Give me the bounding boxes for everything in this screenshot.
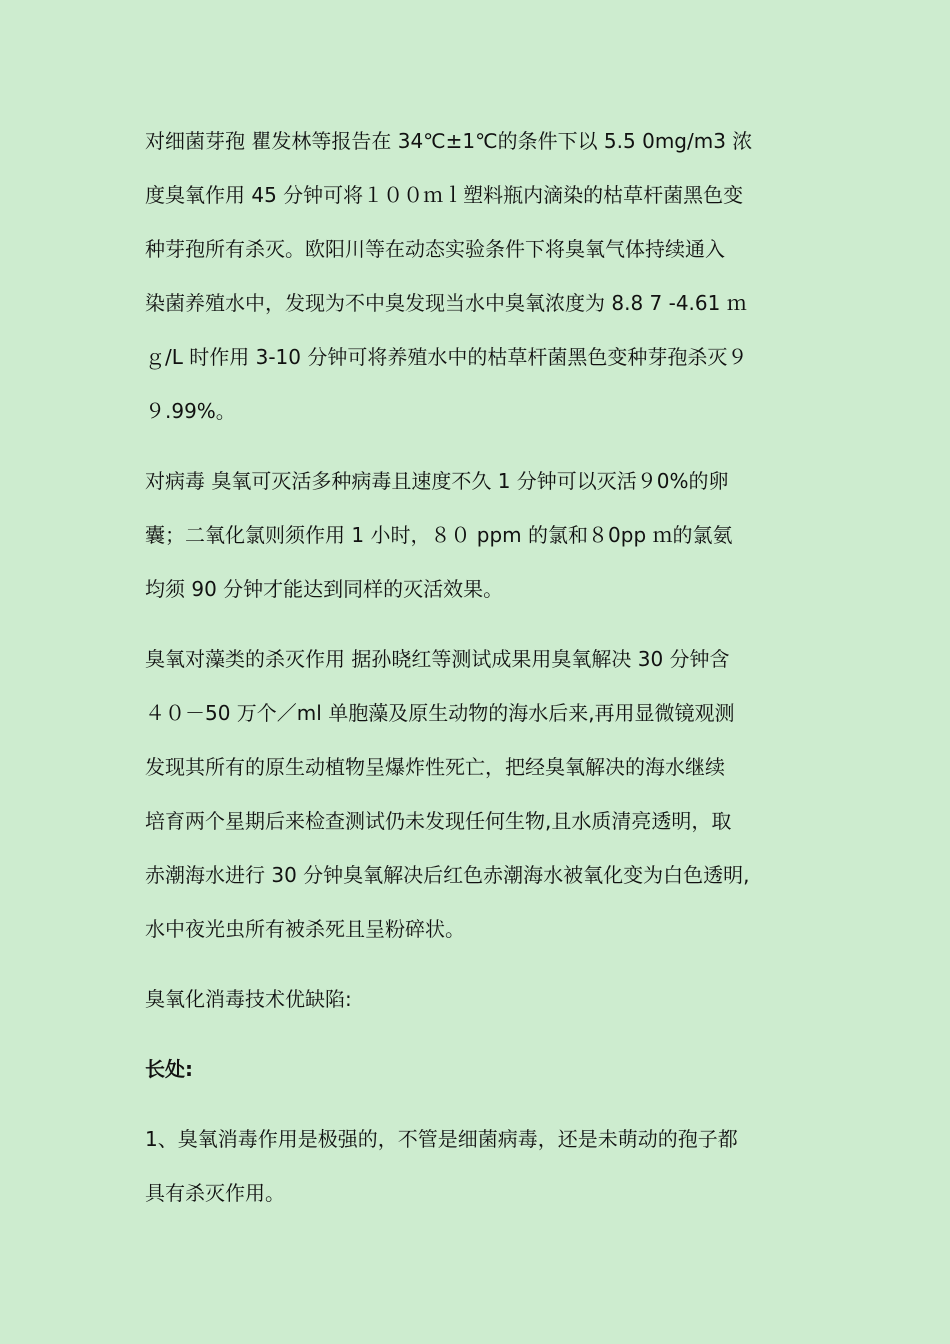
paragraph-viruses — [145, 454, 815, 616]
text-line: ９.99%。 — [145, 399, 236, 423]
text-line: 培育两个星期后来检查测试仍未发现任何生物,且水质清亮透明，取 — [145, 809, 732, 833]
text-line: 均须 90 分钟才能达到同样的灭活效果。 — [145, 577, 504, 601]
section-heading-advantages — [145, 1042, 815, 1096]
paragraph-advantage-1 — [145, 1112, 815, 1220]
text-line: ４０－50 万个／ml 单胞藻及原生动物的海水后来,再用显微镜观测 — [145, 701, 735, 725]
paragraph-pros-cons-title — [145, 972, 815, 1026]
text-line: 囊；二氧化氯则须作用 1 小时，８０ ppm 的氯和８0pp ｍ的氯氨 — [145, 523, 733, 547]
paragraph-algae — [145, 632, 815, 956]
text-line: 具有杀灭作用。 — [145, 1181, 285, 1205]
text-line: 臭氧对藻类的杀灭作用 据孙晓红等测试成果用臭氧解决 30 分钟含 — [145, 647, 730, 671]
text-line: 发现其所有的原生动植物呈爆炸性死亡，把经臭氧解决的海水继续 — [145, 755, 725, 779]
text-line: 臭氧化消毒技术优缺陷: — [145, 987, 352, 1011]
paragraph-bacterial-spores — [145, 114, 815, 438]
text-line: 对病毒 臭氧可灭活多种病毒且速度不久 1 分钟可以灭活９0%的卵 — [145, 469, 729, 493]
text-line: 赤潮海水进行 30 分钟臭氧解决后红色赤潮海水被氧化变为白色透明, — [145, 863, 750, 887]
text-line: 长处: — [145, 1057, 193, 1081]
text-line: 对细菌芽孢 瞿发林等报告在 34℃±1℃的条件下以 5.5 0mg/m3 浓 — [145, 129, 753, 153]
text-line: 水中夜光虫所有被杀死且呈粉碎状。 — [145, 917, 465, 941]
text-line: 种芽孢所有杀灭。欧阳川等在动态实验条件下将臭氧气体持续通入 — [145, 237, 725, 261]
text-line: 染菌养殖水中，发现为不中臭发现当水中臭氧浓度为 8.8 7 -4.61 ｍ — [145, 291, 747, 315]
text-line: ｇ/L 时作用 3-10 分钟可将养殖水中的枯草杆菌黑色变种芽孢杀灭９ — [145, 345, 748, 369]
document-page — [145, 114, 815, 1236]
text-line: 度臭氧作用 45 分钟可将１００ｍｌ塑料瓶内滴染的枯草杆菌黑色变 — [145, 183, 744, 207]
text-line: 1、臭氧消毒作用是极强的，不管是细菌病毒，还是未萌动的孢子都 — [145, 1127, 738, 1151]
